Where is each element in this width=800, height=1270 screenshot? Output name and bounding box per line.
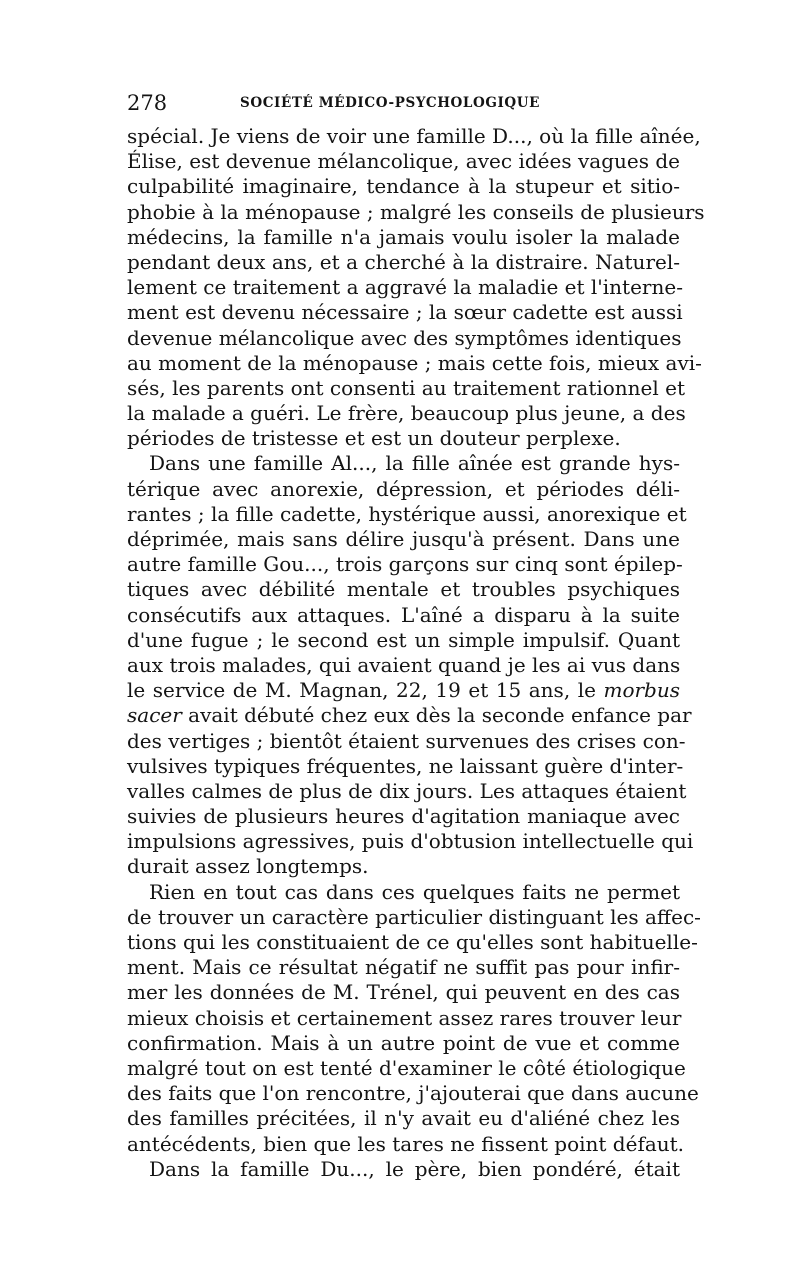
italic-run: sacer [127,703,182,728]
text-line: mieux choisis et certainement assez rares trouver leur [127,1005,682,1030]
text-line: rantes ; la fille cadette, hystérique aussi, anorexique et [127,501,687,526]
text-line: autre famille Gou..., trois garçons sur cinq sont épilep- [127,552,683,577]
text-line: culpabilité imaginaire, tendance à la stupeur et sitio- [127,174,680,199]
text-line: périodes de tristesse et est un douteur perplexe. [127,426,621,451]
text-line: phobie à la ménopause ; malgré les conseils de plusieurs [127,199,705,224]
text-line: durait assez longtemps. [127,854,369,879]
text-line: sés, les parents ont consenti au traitement rationnel et [127,375,686,400]
text-line: suivies de plusieurs heures d'agitation maniaque avec [127,804,680,829]
text-line: aux trois malades, qui avaient quand je les ai vus dans [127,652,681,677]
text-line: déprimée, mais sans délire jusqu'à présent. Dans une [127,527,680,551]
text-line: antécédents, bien que les tares ne fissent point défaut. [127,1131,685,1156]
text-line: ment. Mais ce résultat négatif ne suffit pas pour infir- [127,955,680,980]
italic-run: morbus [603,678,680,703]
text-line: ment est devenu nécessaire ; la sœur cadette est aussi [127,300,683,325]
text-line: Élise, est devenue mélancolique, avec idées vagues de [127,149,680,174]
text-line: Dans la famille Du..., le père, bien pondéré, était [149,1156,680,1181]
text-line: tions qui les constituaient de ce qu'elles sont habituelle- [127,930,698,954]
page-number: 278 [127,91,168,115]
text-line: valles calmes de plus de dix jours. Les attaques étaient [127,778,687,803]
body-text [127,124,705,1182]
text-line: confirmation. Mais à un autre point de vue et comme [127,1030,680,1055]
text-line: malgré tout on est tenté d'examiner le côté étiologique [127,1055,686,1080]
text-line [127,703,692,728]
running-head [127,88,680,118]
text-line: mer les données de M. Trénel, qui peuvent en des cas [127,980,680,1005]
text-line: térique avec anorexie, dépression, et périodes déli- [127,476,680,501]
text-line: tiques avec débilité mentale et troubles psychiques [127,577,680,602]
text-line [127,678,680,703]
text-line: des familles précitées, il n'y avait eu d'aliéné chez les [127,1106,680,1131]
text-line: spécial. Je viens de voir une famille D..., où la fille aînée, [127,124,701,148]
text-line: au moment de la ménopause ; mais cette fois, mieux avi- [127,350,702,375]
text-line: devenue mélancolique avec des symptômes identiques [127,325,682,350]
text-line: d'une fugue ; le second est un simple impulsif. Quant [127,627,680,652]
text-line: consécutifs aux attaques. L'aîné a disparu à la suite [127,602,680,627]
text-line: pendant deux ans, et a cherché à la distraire. Naturel- [127,249,680,274]
text-line: la malade a guéri. Le frère, beaucoup plus jeune, a des [127,401,686,426]
text-run: le service de M. Magnan, 22, 19 et 15 ans, le [127,678,604,703]
text-line: des faits que l'on rencontre, j'ajouterai que dans aucune [127,1081,699,1106]
text-line: vulsives typiques fréquentes, ne laissant guère d'inter- [127,753,684,778]
text-line: Dans une famille Al..., la fille aînée est grande hys- [149,451,680,476]
text-line: médecins, la famille n'a jamais voulu isoler la malade [127,224,680,249]
text-line: de trouver un caractère particulier distinguant les affec- [127,904,701,929]
text-line: des vertiges ; bientôt étaient survenues des crises con- [127,728,686,753]
text-run: avait débuté chez eux dès la seconde enfance par [181,703,692,728]
text-line: lement ce traitement a aggravé la maladie et l'interne- [127,275,683,300]
text-line: impulsions agressives, puis d'obtusion intellectuelle qui [127,829,694,854]
running-title: SOCIÉTÉ MÉDICO-PSYCHOLOGIQUE [240,95,541,111]
text-line: Rien en tout cas dans ces quelques faits ne permet [149,879,680,904]
